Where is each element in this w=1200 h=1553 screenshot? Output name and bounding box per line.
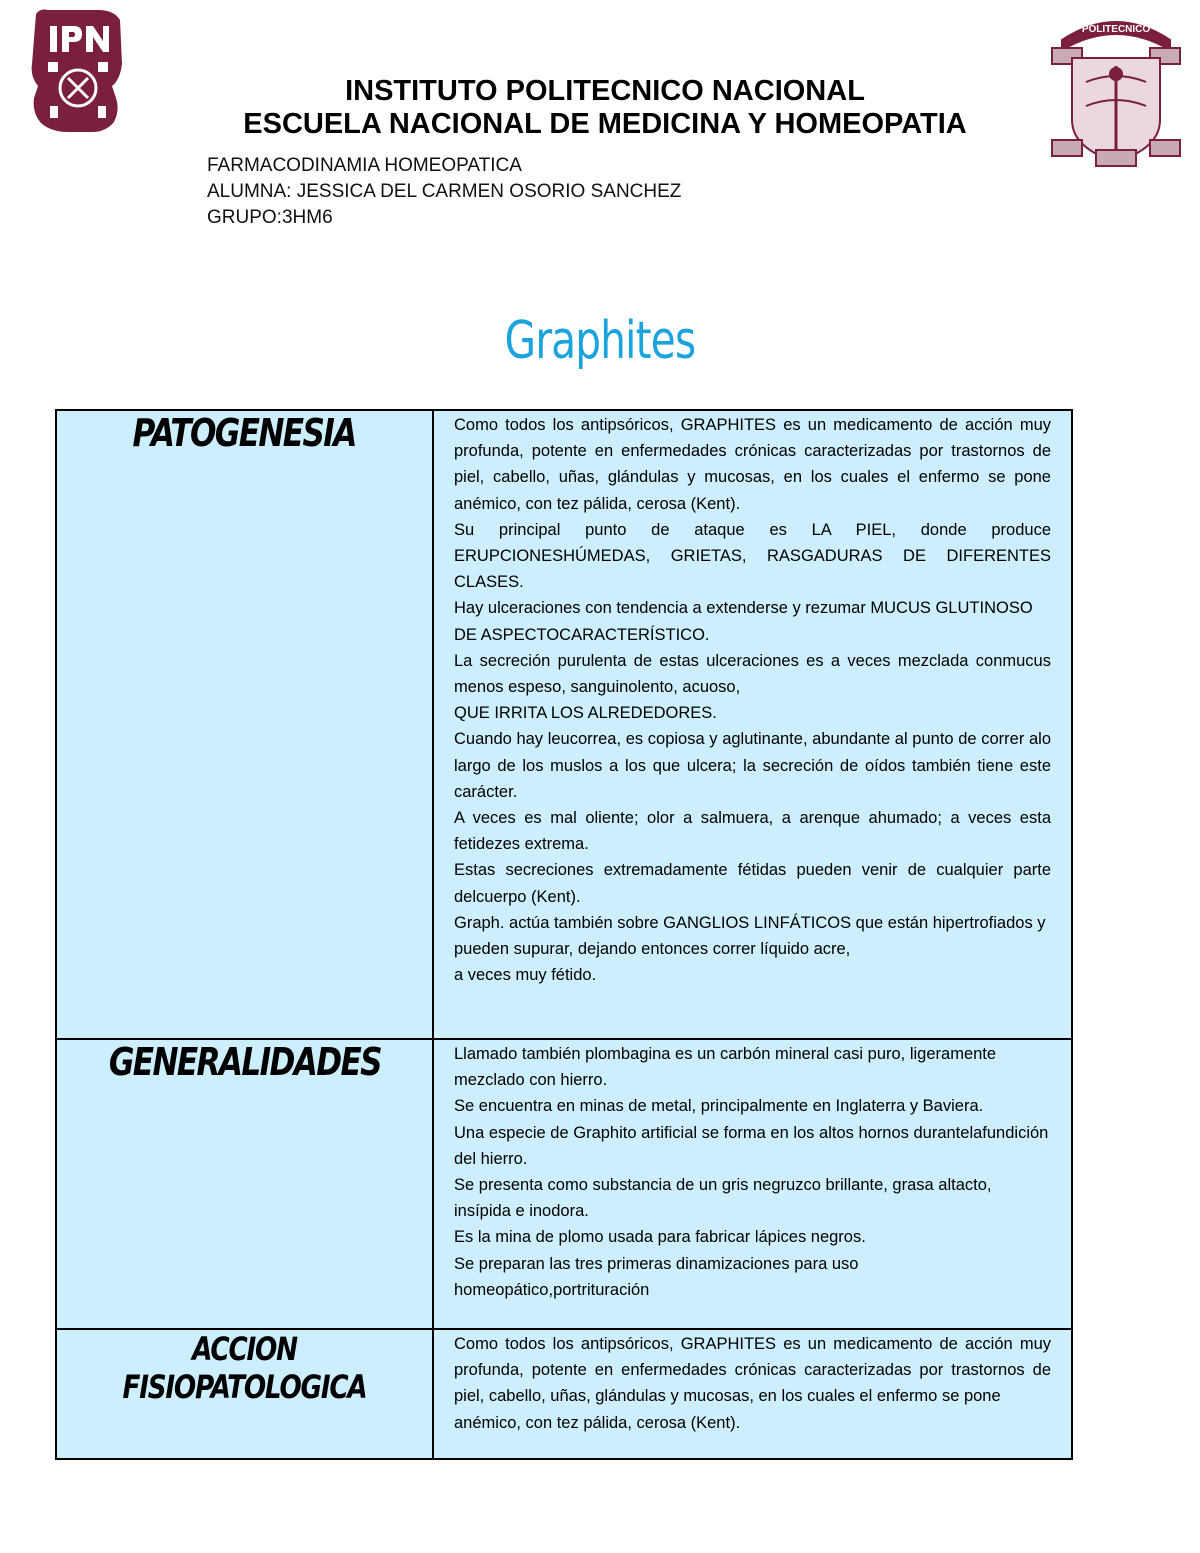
paragraph: Llamado también plombagina es un carbón mineral casi puro, ligeramente mezclado con hierro. bbox=[454, 1045, 997, 1090]
paragraph: Como todos los antipsóricos, GRAPHITES es un medicamento de acción muy profunda, potente en enfermedades crónicas caracterizadas por trastornos de piel, cabello, uñas, glándulas y mucosas, en los cuales el enfermo se pone bbox=[454, 1335, 1051, 1406]
paragraph: A veces es mal oliente; olor a salmuera, a arenque ahumado; a veces esta fetidezes extrema. bbox=[454, 809, 1051, 854]
paragraph: anémico, con tez pálida, cerosa (Kent). bbox=[454, 1413, 741, 1432]
paragraph: Se presenta como substancia de un gris negruzco brillante, grasa altacto, insípida e inodora. bbox=[454, 1176, 992, 1221]
paragraph: Es la mina de plomo usada para fabricar lápices negros. bbox=[454, 1228, 866, 1247]
section-content-cell bbox=[433, 1329, 1072, 1459]
section-label: GENERALIDADES bbox=[108, 1040, 381, 1084]
logo-right-text: POLITECNICO bbox=[1081, 24, 1151, 35]
table-row bbox=[56, 1329, 1072, 1459]
section-label: ACCION FISIOPATOLOGICA bbox=[122, 1330, 367, 1406]
ipn-logo bbox=[28, 6, 128, 136]
institution-title: INSTITUTO POLITECNICO NACIONAL bbox=[345, 75, 865, 107]
section-content-cell bbox=[433, 410, 1072, 1039]
group-line: GRUPO:3HM6 bbox=[207, 207, 333, 228]
section-label-cell bbox=[56, 410, 433, 1039]
paragraph: Como todos los antipsóricos, GRAPHITES es un medicamento de acción muy profunda, potente en enfermedades crónicas caracterizadas por trastornos de piel, cabello, uñas, glándulas y mucosas, en los cuales el enfermo se pone anémico, con tez pálida, cerosa (Kent). bbox=[454, 416, 1051, 513]
table-row bbox=[56, 1039, 1072, 1329]
paragraph: Graph. actúa también sobre GANGLIOS LINFÁTICOS que están hipertrofiados y pueden supurar, dejando entonces correr líquido acre, bbox=[454, 913, 1046, 959]
remedy-table bbox=[55, 409, 1073, 1460]
section-content-cell bbox=[433, 1039, 1072, 1329]
subject-line: FARMACODINAMIA HOMEOPATICA bbox=[207, 155, 522, 176]
paragraph: Se encuentra en minas de metal, principalmente en Inglaterra y Baviera. bbox=[454, 1097, 984, 1116]
paragraph: Se preparan las tres primeras dinamizaciones para uso homeopático,portrituración bbox=[454, 1254, 859, 1299]
politecnico-crest bbox=[1042, 10, 1190, 174]
paragraph: Cuando hay leucorrea, es copiosa y aglutinante, abundante al punto de correr alo largo de los muslos a los que ulcera; la secreción de oídos también tiene este carácter. bbox=[454, 730, 1051, 801]
student-info bbox=[207, 153, 681, 231]
table-row bbox=[56, 410, 1072, 1039]
paragraph: Hay ulceraciones con tendencia a extenderse y rezumar MUCUS GLUTINOSO DE ASPECTOCARACTERÍSTICO. bbox=[454, 599, 1033, 644]
section-label-cell bbox=[56, 1329, 433, 1459]
paragraph: a veces muy fétido. bbox=[454, 966, 597, 985]
paragraph: QUE IRRITA LOS ALREDEDORES. bbox=[454, 704, 717, 723]
section-label-cell bbox=[56, 1039, 433, 1329]
document-title: Graphites bbox=[504, 311, 696, 371]
school-title: ESCUELA NACIONAL DE MEDICINA Y HOMEOPATIA bbox=[243, 108, 967, 140]
paragraph: La secreción purulenta de estas ulceraciones es a veces mezclada conmucus menos espeso, sanguinolento, acuoso, bbox=[454, 651, 1051, 697]
section-label: PATOGENESIA bbox=[132, 411, 357, 455]
student-line: ALUMNA: JESSICA DEL CARMEN OSORIO SANCHEZ bbox=[207, 181, 682, 202]
paragraph: Su principal punto de ataque es LA PIEL, donde produce ERUPCIONESHÚMEDAS, GRIETAS, RASGADURAS DE DIFERENTES CLASES. bbox=[454, 520, 1051, 592]
paragraph: Estas secreciones extremadamente fétidas pueden venir de cualquier parte delcuerpo (Kent). bbox=[454, 861, 1051, 906]
paragraph: Una especie de Graphito artificial se forma en los altos hornos durantelafundición del hierro. bbox=[454, 1123, 1049, 1168]
logo-left-text: IPN bbox=[28, 6, 30, 7]
